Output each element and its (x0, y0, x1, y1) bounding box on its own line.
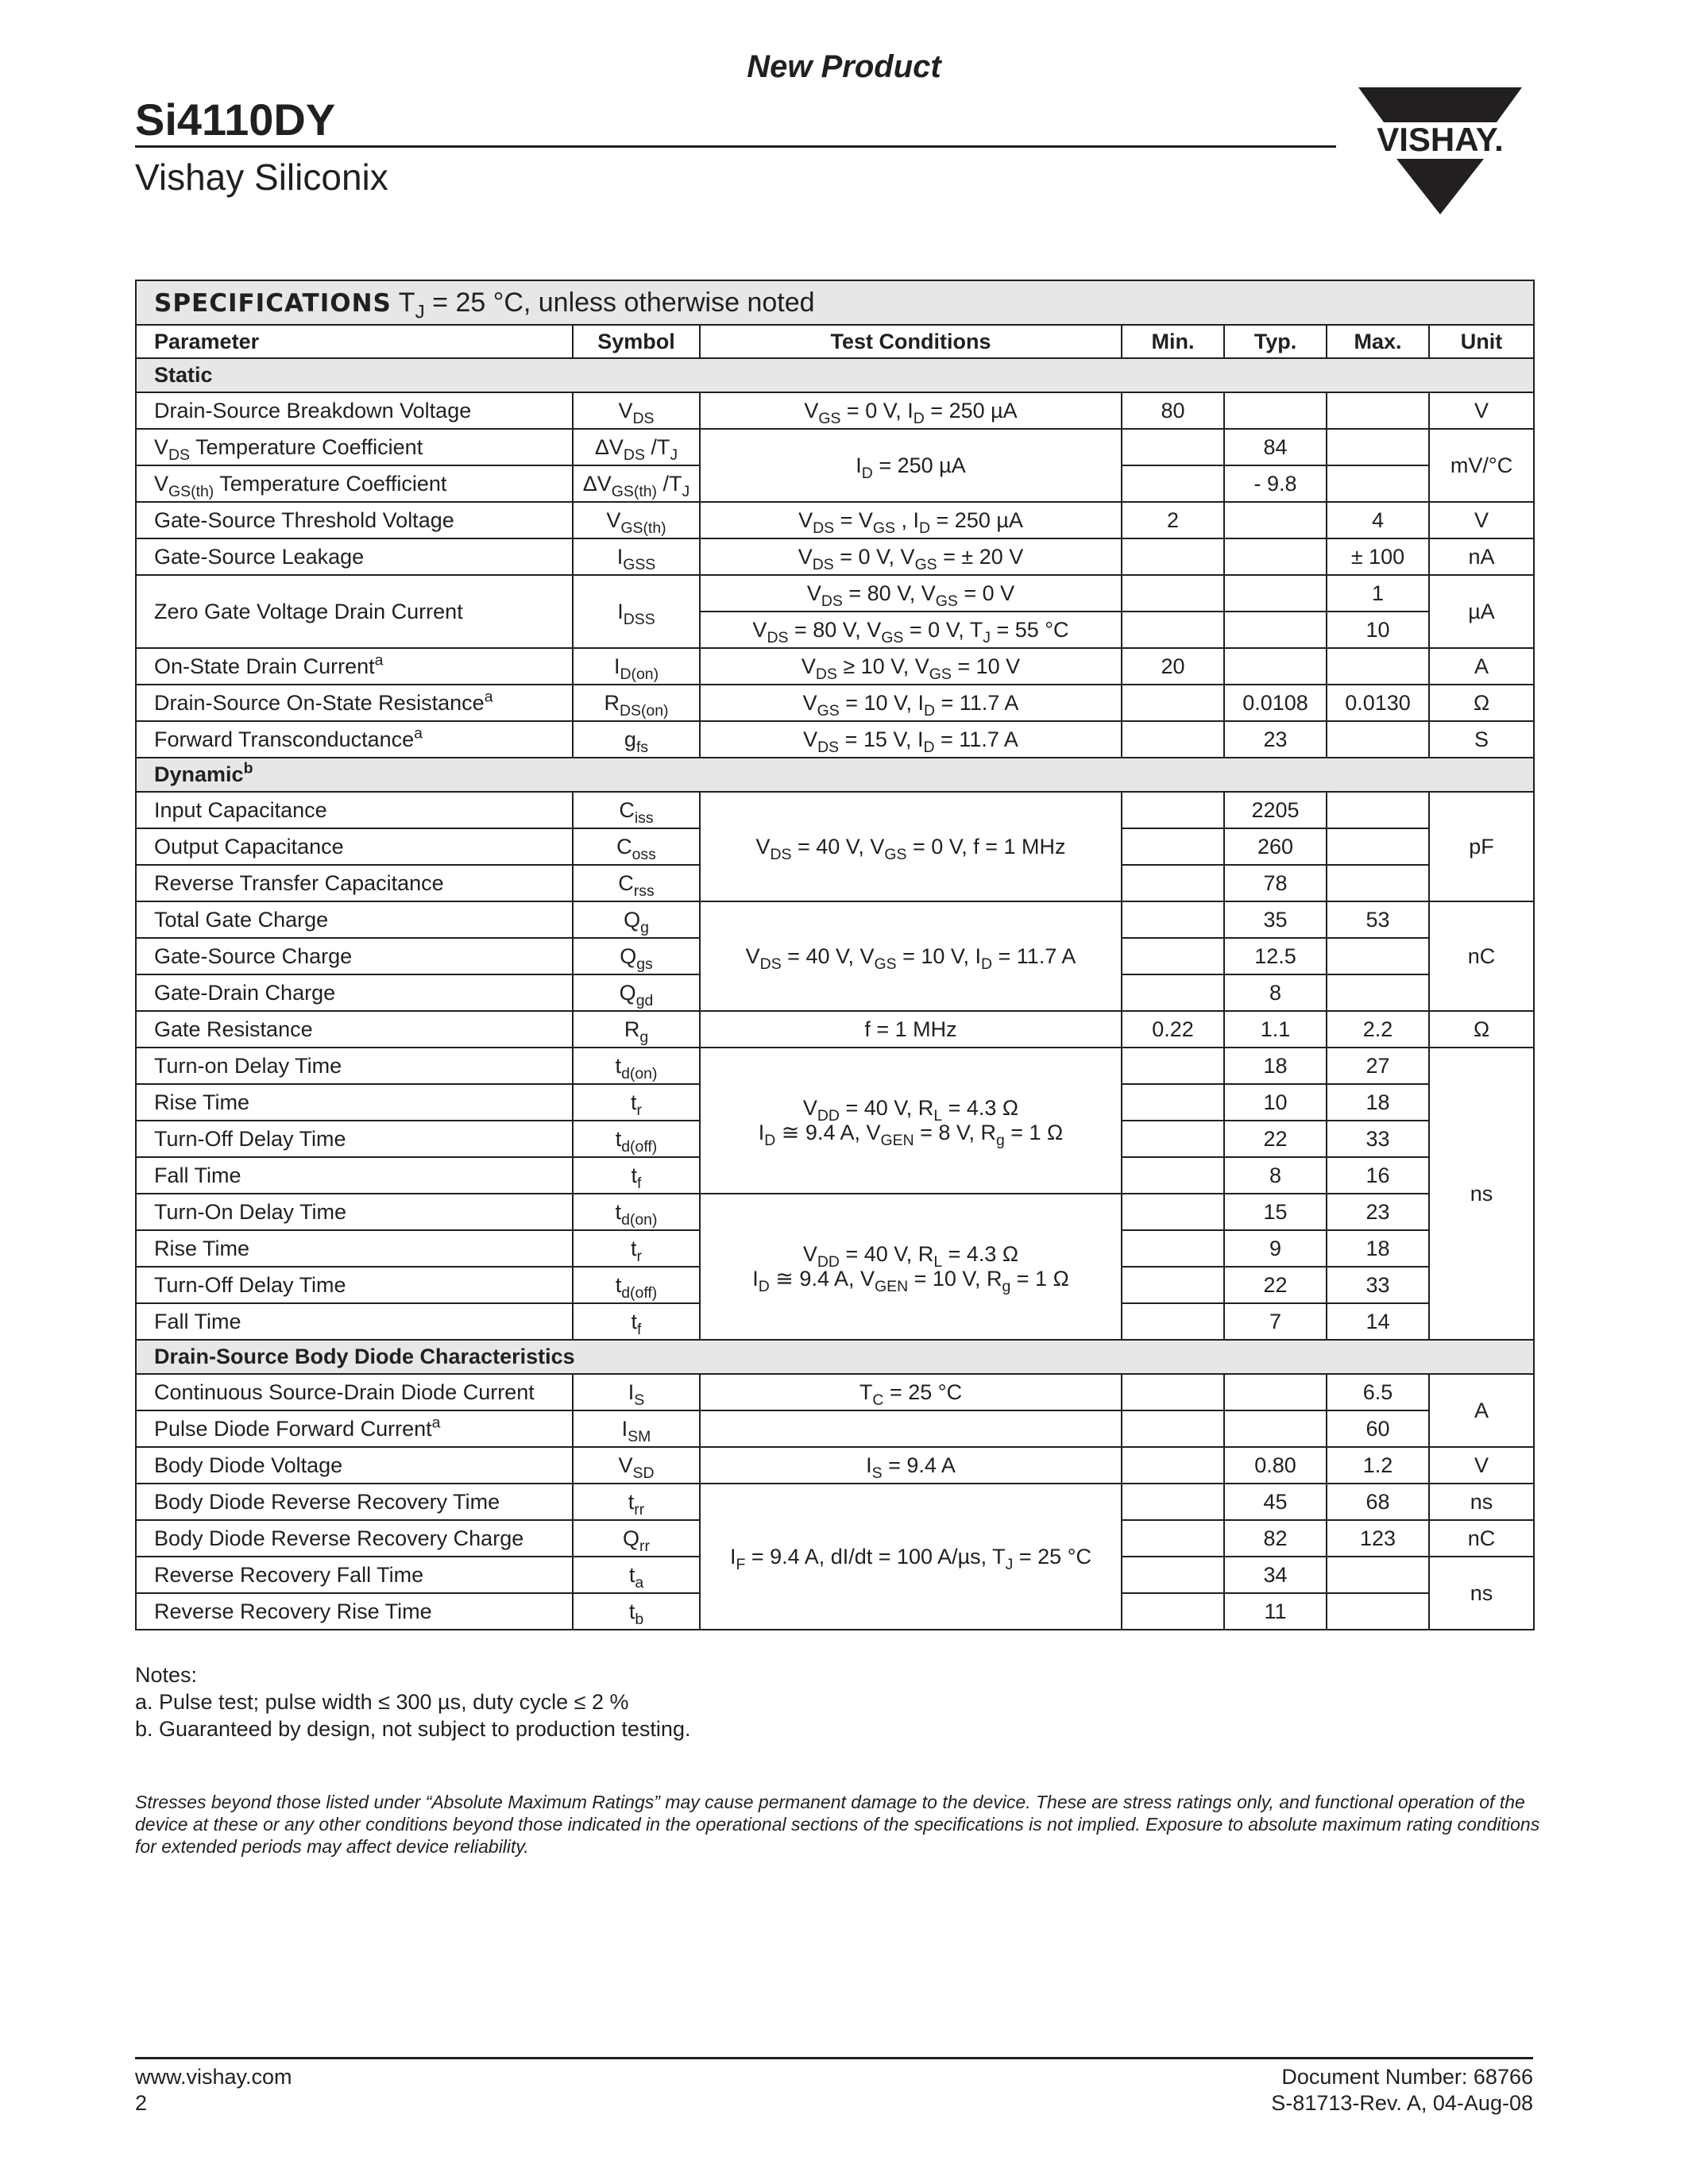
symbol-cell: $I_{DSS}$ (573, 575, 700, 648)
column-header: Min. (1122, 325, 1224, 358)
typ-cell: 35 (1224, 901, 1327, 938)
typ-cell (1224, 1410, 1327, 1447)
typ-cell: 84 (1224, 429, 1327, 465)
logo-wordmark: VISHAY. (1377, 121, 1504, 158)
param-cell: $V_{GS(th)}$ Temperature Coefficient (136, 465, 573, 502)
min-cell: 2 (1122, 502, 1224, 538)
condition-cell: $V_{DS} = 40$ V, $V_{GS} = 0$ V, f = 1 MHz (700, 792, 1122, 901)
typ-cell: 0.80 (1224, 1447, 1327, 1484)
table-row (136, 1410, 1534, 1447)
unit-cell: mV/°C (1429, 429, 1534, 502)
symbol-cell: $C_{iss}$ (573, 792, 700, 828)
param-cell: Rise Time (136, 1230, 573, 1267)
min-cell (1122, 938, 1224, 974)
typ-cell (1224, 502, 1327, 538)
symbol-cell: $C_{rss}$ (573, 865, 700, 901)
min-cell: 80 (1122, 392, 1224, 429)
min-cell (1122, 1267, 1224, 1303)
condition-cell: $V_{DD} = 40$ V, $R_L = 4.3$ Ω $I_D$ ≅ 9.4 A, $V_{GEN} = 8$ V, $R_g = 1$ Ω (700, 1048, 1122, 1194)
param-cell: Output Capacitance (136, 828, 573, 865)
param-cell: Turn-On Delay Time (136, 1194, 573, 1230)
symbol-cell: $Q_g$ (573, 901, 700, 938)
section-diode: Drain-Source Body Diode Characteristics (136, 1340, 1534, 1374)
min-cell (1122, 901, 1224, 938)
param-cell: Gate-Drain Charge (136, 974, 573, 1011)
typ-cell: 12.5 (1224, 938, 1327, 974)
param-cell: Turn-on Delay Time (136, 1048, 573, 1084)
max-cell (1327, 429, 1429, 465)
typ-cell: 2205 (1224, 792, 1327, 828)
max-cell (1327, 938, 1429, 974)
table-row (136, 721, 1534, 758)
min-cell (1122, 1230, 1224, 1267)
param-cell: Input Capacitance (136, 792, 573, 828)
column-header: Max. (1327, 325, 1429, 358)
param-cell: Reverse Transfer Capacitance (136, 865, 573, 901)
table-row (136, 538, 1534, 575)
typ-cell: 9 (1224, 1230, 1327, 1267)
typ-cell: - 9.8 (1224, 465, 1327, 502)
column-header: Parameter (136, 325, 573, 358)
typ-cell: 78 (1224, 865, 1327, 901)
max-cell (1327, 721, 1429, 758)
table-row (136, 502, 1534, 538)
table-title-word: SPECIFICATIONS (154, 288, 392, 318)
typ-cell (1224, 538, 1327, 575)
min-cell (1122, 1374, 1224, 1410)
param-cell: Gate-Source Threshold Voltage (136, 502, 573, 538)
condition-cell: $V_{GS} = 0$ V, $I_D = 250$ µA (700, 392, 1122, 429)
param-cell: Forward Transconductance$^a$ (136, 721, 573, 758)
table-row (136, 1194, 1534, 1230)
symbol-cell: $Q_{gs}$ (573, 938, 700, 974)
unit-cell: ns (1429, 1484, 1534, 1520)
condition-cell: $V_{DS} = 0$ V, $V_{GS}$ = ± 20 V (700, 538, 1122, 575)
typ-cell: 23 (1224, 721, 1327, 758)
typ-cell (1224, 648, 1327, 685)
typ-cell (1224, 392, 1327, 429)
condition-cell: $V_{DS} = V_{GS}$ , $I_D = 250$ µA (700, 502, 1122, 538)
min-cell (1122, 1520, 1224, 1557)
unit-cell: Ω (1429, 685, 1534, 721)
min-cell (1122, 865, 1224, 901)
min-cell (1122, 1557, 1224, 1593)
symbol-cell: $I_{SM}$ (573, 1410, 700, 1447)
table-row (136, 901, 1534, 938)
typ-cell: 260 (1224, 828, 1327, 865)
param-cell: Reverse Recovery Fall Time (136, 1557, 573, 1593)
part-number-title: Si4110DY (135, 95, 336, 145)
symbol-cell: $g_{fs}$ (573, 721, 700, 758)
column-header: Typ. (1224, 325, 1327, 358)
param-cell: Gate-Source Charge (136, 938, 573, 974)
max-cell: 4 (1327, 502, 1429, 538)
min-cell (1122, 1121, 1224, 1157)
typ-cell: 8 (1224, 974, 1327, 1011)
min-cell (1122, 974, 1224, 1011)
symbol-cell: $I_S$ (573, 1374, 700, 1410)
param-cell: Body Diode Reverse Recovery Time (136, 1484, 573, 1520)
min-cell (1122, 1194, 1224, 1230)
table-row (136, 648, 1534, 685)
param-cell: $V_{DS}$ Temperature Coefficient (136, 429, 573, 465)
min-cell (1122, 1303, 1224, 1340)
symbol-cell: $\Delta V_{DS}$ $/T_J$ (573, 429, 700, 465)
column-header: Unit (1429, 325, 1534, 358)
typ-cell: 15 (1224, 1194, 1327, 1230)
min-cell (1122, 685, 1224, 721)
symbol-cell: $V_{SD}$ (573, 1447, 700, 1484)
max-cell: 14 (1327, 1303, 1429, 1340)
param-cell: Fall Time (136, 1157, 573, 1194)
max-cell (1327, 974, 1429, 1011)
condition-cell: $T_C = 25$ °C (700, 1374, 1122, 1410)
header-divider (135, 145, 1336, 148)
param-cell: Turn-Off Delay Time (136, 1121, 573, 1157)
notes (135, 1661, 690, 1742)
max-cell: 16 (1327, 1157, 1429, 1194)
typ-cell: 18 (1224, 1048, 1327, 1084)
table-title (136, 280, 1534, 325)
max-cell: 33 (1327, 1121, 1429, 1157)
note-a: a. Pulse test; pulse width ≤ 300 µs, duty cycle ≤ 2 % (135, 1690, 629, 1714)
company-name: Vishay Siliconix (135, 156, 388, 198)
condition-cell: $V_{DD} = 40$ V, $R_L = 4.3$ Ω $I_D$ ≅ 9.4 A, $V_{GEN} = 10$ V, $R_g = 1$ Ω (700, 1194, 1122, 1340)
typ-cell: 45 (1224, 1484, 1327, 1520)
unit-cell: V (1429, 1447, 1534, 1484)
unit-cell: A (1429, 648, 1534, 685)
notes-heading: Notes: (135, 1663, 198, 1687)
max-cell (1327, 1557, 1429, 1593)
note-b: b. Guaranteed by design, not subject to production testing. (135, 1717, 691, 1741)
symbol-cell: $I_{GSS}$ (573, 538, 700, 575)
param-cell: Body Diode Reverse Recovery Charge (136, 1520, 573, 1557)
max-cell: 18 (1327, 1230, 1429, 1267)
symbol-cell: $t_b$ (573, 1593, 700, 1630)
revision-info: S-81713-Rev. A, 04-Aug-08 (1271, 2091, 1533, 2115)
typ-cell (1224, 575, 1327, 612)
condition-cell: $V_{DS} = 15$ V, $I_D = 11.7$ A (700, 721, 1122, 758)
max-cell: 53 (1327, 901, 1429, 938)
symbol-cell: $t_f$ (573, 1303, 700, 1340)
min-cell (1122, 538, 1224, 575)
symbol-cell: $t_r$ (573, 1230, 700, 1267)
typ-cell: 11 (1224, 1593, 1327, 1630)
max-cell (1327, 1593, 1429, 1630)
table-row (136, 392, 1534, 429)
max-cell: 123 (1327, 1520, 1429, 1557)
typ-cell (1224, 612, 1327, 648)
condition-cell: $V_{DS} = 80$ V, $V_{GS} = 0$ V, $T_J = 55$ °C (700, 612, 1122, 648)
table-title-condition: $T_J = 25$ °C, unless otherwise noted (391, 287, 815, 323)
unit-cell: V (1429, 502, 1534, 538)
min-cell (1122, 1410, 1224, 1447)
param-cell: Zero Gate Voltage Drain Current (136, 575, 573, 648)
typ-cell: 22 (1224, 1121, 1327, 1157)
max-cell: 0.0130 (1327, 685, 1429, 721)
param-cell: Gate Resistance (136, 1011, 573, 1048)
param-cell: Body Diode Voltage (136, 1447, 573, 1484)
symbol-cell: $t_f$ (573, 1157, 700, 1194)
symbol-cell: $R_g$ (573, 1011, 700, 1048)
param-cell: Rise Time (136, 1084, 573, 1121)
unit-cell: ns (1429, 1557, 1534, 1630)
condition-cell: $V_{DS} = 40$ V, $V_{GS} = 10$ V, $I_D = 11.7$ A (700, 901, 1122, 1011)
min-cell (1122, 1447, 1224, 1484)
param-cell: Drain-Source On-State Resistance$^a$ (136, 685, 573, 721)
symbol-cell: $t_{d(on)}$ (573, 1048, 700, 1084)
footer-divider (135, 2057, 1533, 2059)
param-cell: Drain-Source Breakdown Voltage (136, 392, 573, 429)
symbol-cell: $I_{D(on)}$ (573, 648, 700, 685)
symbol-cell: $t_{d(off)}$ (573, 1267, 700, 1303)
min-cell (1122, 1157, 1224, 1194)
symbol-cell: $t_r$ (573, 1084, 700, 1121)
condition-cell: $I_F = 9.4$ A, dI/dt = 100 A/µs, $T_J = 25$ °C (700, 1484, 1122, 1630)
min-cell (1122, 612, 1224, 648)
condition-cell: f = 1 MHz (700, 1011, 1122, 1048)
table-row (136, 1048, 1534, 1084)
min-cell: 0.22 (1122, 1011, 1224, 1048)
param-cell: Pulse Diode Forward Current$^a$ (136, 1410, 573, 1447)
min-cell (1122, 1484, 1224, 1520)
param-cell: Fall Time (136, 1303, 573, 1340)
condition-cell: $I_D = 250$ µA (700, 429, 1122, 502)
column-header: Test Conditions (700, 325, 1122, 358)
condition-cell (700, 1410, 1122, 1447)
typ-cell (1224, 1374, 1327, 1410)
min-cell (1122, 575, 1224, 612)
condition-cell: $V_{DS} = 80$ V, $V_{GS} = 0$ V (700, 575, 1122, 612)
min-cell (1122, 828, 1224, 865)
max-cell: 1.2 (1327, 1447, 1429, 1484)
table-row (136, 685, 1534, 721)
unit-cell: A (1429, 1374, 1534, 1447)
min-cell (1122, 1593, 1224, 1630)
unit-cell: µA (1429, 575, 1534, 648)
max-cell (1327, 828, 1429, 865)
min-cell: 20 (1122, 648, 1224, 685)
table-row (136, 792, 1534, 828)
section-static: Static (136, 358, 1534, 392)
max-cell (1327, 865, 1429, 901)
max-cell (1327, 792, 1429, 828)
max-cell: 6.5 (1327, 1374, 1429, 1410)
table-row (136, 575, 1534, 612)
max-cell: 60 (1327, 1410, 1429, 1447)
table-row (136, 1484, 1534, 1520)
condition-cell: $V_{GS} = 10$ V, $I_D = 11.7$ A (700, 685, 1122, 721)
unit-cell: pF (1429, 792, 1534, 901)
param-cell: Continuous Source-Drain Diode Current (136, 1374, 573, 1410)
unit-cell: nC (1429, 1520, 1534, 1557)
symbol-cell: $t_{d(off)}$ (573, 1121, 700, 1157)
max-cell: 68 (1327, 1484, 1429, 1520)
stress-disclaimer: Stresses beyond those listed under “Absolute Maximum Ratings” may cause permanent damage to the device. These are stress ratings only, and functional operation of the device at these or any other conditions beyond those indicated in the operational sections of the specifications is not implied. Exposure to absolute maximum rating conditions for extended periods may affect device reliability. (135, 1792, 1540, 1857)
typ-cell: 7 (1224, 1303, 1327, 1340)
max-cell: 1 (1327, 575, 1429, 612)
min-cell (1122, 1084, 1224, 1121)
condition-cell: $I_S = 9.4$ A (700, 1447, 1122, 1484)
min-cell (1122, 429, 1224, 465)
param-cell: On-State Drain Current$^a$ (136, 648, 573, 685)
table-row (136, 429, 1534, 465)
param-cell: Gate-Source Leakage (136, 538, 573, 575)
symbol-cell: $t_{d(on)}$ (573, 1194, 700, 1230)
min-cell (1122, 721, 1224, 758)
table-row (136, 1011, 1534, 1048)
max-cell: ± 100 (1327, 538, 1429, 575)
typ-cell: 1.1 (1224, 1011, 1327, 1048)
specifications-table (135, 280, 1535, 1630)
unit-cell: V (1429, 392, 1534, 429)
max-cell: 23 (1327, 1194, 1429, 1230)
typ-cell: 10 (1224, 1084, 1327, 1121)
max-cell (1327, 465, 1429, 502)
symbol-cell: $C_{oss}$ (573, 828, 700, 865)
symbol-cell: $\Delta V_{GS(th)}$ $/T_J$ (573, 465, 700, 502)
table-row (136, 1374, 1534, 1410)
page-number: 2 (135, 2091, 148, 2115)
symbol-cell: $R_{DS(on)}$ (573, 685, 700, 721)
param-cell: Turn-Off Delay Time (136, 1267, 573, 1303)
banner-new-product: New Product (747, 49, 941, 84)
min-cell (1122, 792, 1224, 828)
typ-cell: 8 (1224, 1157, 1327, 1194)
document-number: Document Number: 68766 (1281, 2065, 1533, 2089)
condition-cell: $V_{DS} \ge 10$ V, $V_{GS} = 10$ V (700, 648, 1122, 685)
typ-cell: 82 (1224, 1520, 1327, 1557)
unit-cell: S (1429, 721, 1534, 758)
unit-cell: nA (1429, 538, 1534, 575)
vishay-logo (1341, 83, 1539, 218)
unit-cell: Ω (1429, 1011, 1534, 1048)
max-cell: 27 (1327, 1048, 1429, 1084)
typ-cell: 0.0108 (1224, 685, 1327, 721)
min-cell (1122, 1048, 1224, 1084)
symbol-cell: $V_{GS(th)}$ (573, 502, 700, 538)
symbol-cell: $t_a$ (573, 1557, 700, 1593)
max-cell (1327, 392, 1429, 429)
table-row (136, 1447, 1534, 1484)
typ-cell: 34 (1224, 1557, 1327, 1593)
symbol-cell: $t_{rr}$ (573, 1484, 700, 1520)
typ-cell: 22 (1224, 1267, 1327, 1303)
footer-website: www.vishay.com (135, 2065, 292, 2089)
max-cell: 10 (1327, 612, 1429, 648)
column-header: Symbol (573, 325, 700, 358)
symbol-cell: $Q_{gd}$ (573, 974, 700, 1011)
symbol-cell: $V_{DS}$ (573, 392, 700, 429)
param-cell: Total Gate Charge (136, 901, 573, 938)
max-cell: 2.2 (1327, 1011, 1429, 1048)
min-cell (1122, 465, 1224, 502)
max-cell: 18 (1327, 1084, 1429, 1121)
max-cell (1327, 648, 1429, 685)
unit-cell: nC (1429, 901, 1534, 1011)
param-cell: Reverse Recovery Rise Time (136, 1593, 573, 1630)
max-cell: 33 (1327, 1267, 1429, 1303)
section-dynamic: Dynamic$^b$ (136, 758, 1534, 792)
symbol-cell: $Q_{rr}$ (573, 1520, 700, 1557)
unit-cell: ns (1429, 1048, 1534, 1340)
